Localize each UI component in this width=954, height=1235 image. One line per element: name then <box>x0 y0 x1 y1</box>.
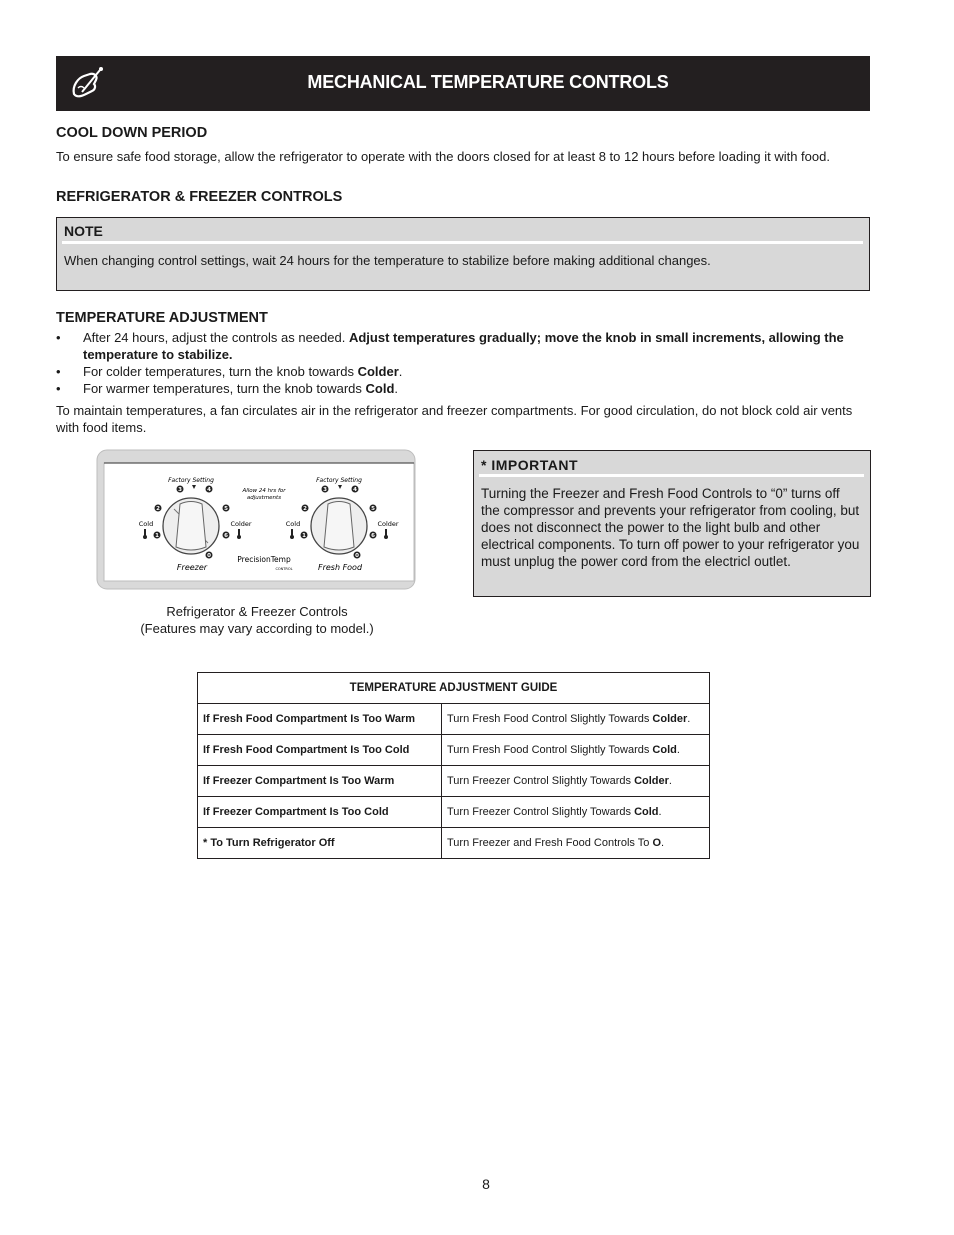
action-cell <box>442 766 710 797</box>
condition-cell: If Freezer Compartment Is Too Cold <box>198 797 442 828</box>
cool-down-text: To ensure safe food storage, allow the refrigerator to operate with the doors closed for at least 8 to 12 hours before loading it with food. <box>56 149 830 164</box>
allow-text-line1: Allow 24 hrs for <box>242 488 286 494</box>
important-box <box>473 450 871 597</box>
action-end: . <box>658 806 662 818</box>
bullet-icon: • <box>56 364 61 379</box>
table-row <box>198 828 710 859</box>
figure-caption <box>96 603 418 637</box>
action-text: Turn Freezer Control Slightly Towards <box>447 806 635 818</box>
fresh-food-label: Fresh Food <box>317 563 363 572</box>
important-divider <box>479 474 864 477</box>
controls-heading: REFRIGERATOR & FREEZER CONTROLS <box>56 189 343 205</box>
freezer-setting-2: 2 <box>156 506 160 512</box>
action-cell <box>442 797 710 828</box>
note-text: When changing control settings, wait 24 hours for the temperature to stabilize before making additional changes. <box>64 253 711 268</box>
freezer-setting-6: 6 <box>224 533 228 539</box>
action-bold: Cold <box>634 806 659 818</box>
action-text: Turn Freezer and Fresh Food Controls To <box>447 837 653 849</box>
action-bold: Cold <box>652 744 677 756</box>
note-title: NOTE <box>64 223 103 239</box>
freezer-setting-5: 5 <box>224 506 228 512</box>
adjustment-heading: TEMPERATURE ADJUSTMENT <box>56 310 268 326</box>
condition-cell: If Fresh Food Compartment Is Too Warm <box>198 704 442 735</box>
condition-cell: * To Turn Refrigerator Off <box>198 828 442 859</box>
action-end: . <box>661 837 665 849</box>
fresh-colder-label: Colder <box>377 520 399 528</box>
cool-down-heading: COOL DOWN PERIOD <box>56 125 208 141</box>
action-text: Turn Fresh Food Control Slightly Towards <box>447 713 653 725</box>
fresh-food-knob <box>311 498 367 554</box>
condition-cell: If Freezer Compartment Is Too Warm <box>198 766 442 797</box>
table-row <box>198 766 710 797</box>
action-end: . <box>668 775 672 787</box>
bullet-bold-text: Adjust temperatures gradually; move the knob in small increments, allowing the temperature to stabilize. <box>83 330 844 362</box>
control-panel-illustration <box>96 449 416 590</box>
important-title: * IMPORTANT <box>481 457 579 473</box>
action-cell <box>442 735 710 766</box>
action-cell <box>442 828 710 859</box>
table-title: TEMPERATURE ADJUSTMENT GUIDE <box>198 673 710 704</box>
page-number: 8 <box>482 1176 490 1192</box>
table-row <box>198 735 710 766</box>
note-box <box>56 217 870 291</box>
action-text: Turn Freezer Control Slightly Towards <box>447 775 635 787</box>
caption-line1: Refrigerator & Freezer Controls <box>166 604 348 619</box>
list-item <box>56 380 876 397</box>
bullet-end: . <box>398 364 403 379</box>
fresh-cold-label: Cold <box>285 520 301 528</box>
action-end: . <box>687 713 691 725</box>
bullet-text: For colder temperatures, turn the knob towards <box>83 364 358 379</box>
allow-text-line2: adjustments <box>246 495 282 501</box>
bullet-icon: • <box>56 330 61 345</box>
freezer-setting-3: 3 <box>178 487 182 493</box>
important-text: Turning the Freezer and Fresh Food Controls to “0” turns off the compressor and prevents your refrigerator from cooling, but does not disconnect the power to the light bulb and other electrical components. To turn off power to your refrigerator you must unplug the power cord from the electricl outlet. <box>481 486 860 569</box>
list-item <box>56 363 876 380</box>
bullet-end: . <box>394 381 399 396</box>
freezer-factory-setting: Factory Setting <box>168 477 214 484</box>
table-row <box>198 704 710 735</box>
bullet-text: After 24 hours, adjust the controls as needed. <box>83 330 349 345</box>
freezer-colder-label: Colder <box>230 520 252 528</box>
note-divider <box>62 241 863 244</box>
condition-cell: If Fresh Food Compartment Is Too Cold <box>198 735 442 766</box>
fresh-setting-4: 4 <box>353 487 357 493</box>
action-text: Turn Fresh Food Control Slightly Towards <box>447 744 653 756</box>
freezer-cold-label: Cold <box>138 520 154 528</box>
fresh-setting-6: 6 <box>371 533 375 539</box>
table-header-row <box>198 673 710 704</box>
freezer-knob <box>163 498 219 554</box>
freezer-setting-1: 1 <box>155 533 159 539</box>
table-row <box>198 797 710 828</box>
adjustment-list <box>56 329 876 397</box>
freezer-label: Freezer <box>176 563 208 572</box>
fan-paragraph: To maintain temperatures, a fan circulates air in the refrigerator and freezer compartments. For good circulation, do not block cold air vents with food items. <box>56 403 853 435</box>
bullet-icon: • <box>56 381 61 396</box>
bullet-text: For warmer temperatures, turn the knob towards <box>83 381 366 396</box>
brand-label: PrecisionTemp <box>237 555 291 564</box>
list-item <box>56 329 876 363</box>
bullet-bold-text: Cold <box>365 381 395 396</box>
action-bold: Colder <box>652 713 688 725</box>
fresh-setting-2: 2 <box>303 506 307 512</box>
page-title: MECHANICAL TEMPERATURE CONTROLS <box>307 72 669 92</box>
bullet-bold-text: Colder <box>357 364 399 379</box>
fresh-setting-5: 5 <box>371 506 375 512</box>
action-bold: Colder <box>634 775 669 787</box>
fresh-setting-0: 0 <box>355 553 359 559</box>
caption-line2: (Features may vary according to model.) <box>140 621 374 636</box>
section-header <box>56 56 870 111</box>
adjustment-guide-table <box>197 672 710 859</box>
fresh-setting-3: 3 <box>323 487 327 493</box>
freezer-setting-4: 4 <box>207 487 211 493</box>
action-end: . <box>676 744 680 756</box>
action-bold: O <box>652 837 661 849</box>
fresh-setting-1: 1 <box>302 533 306 539</box>
brand-sub-label: CONTROL <box>275 567 293 571</box>
action-cell <box>442 704 710 735</box>
fresh-factory-setting: Factory Setting <box>316 477 362 484</box>
freezer-setting-0: 0 <box>207 553 211 559</box>
